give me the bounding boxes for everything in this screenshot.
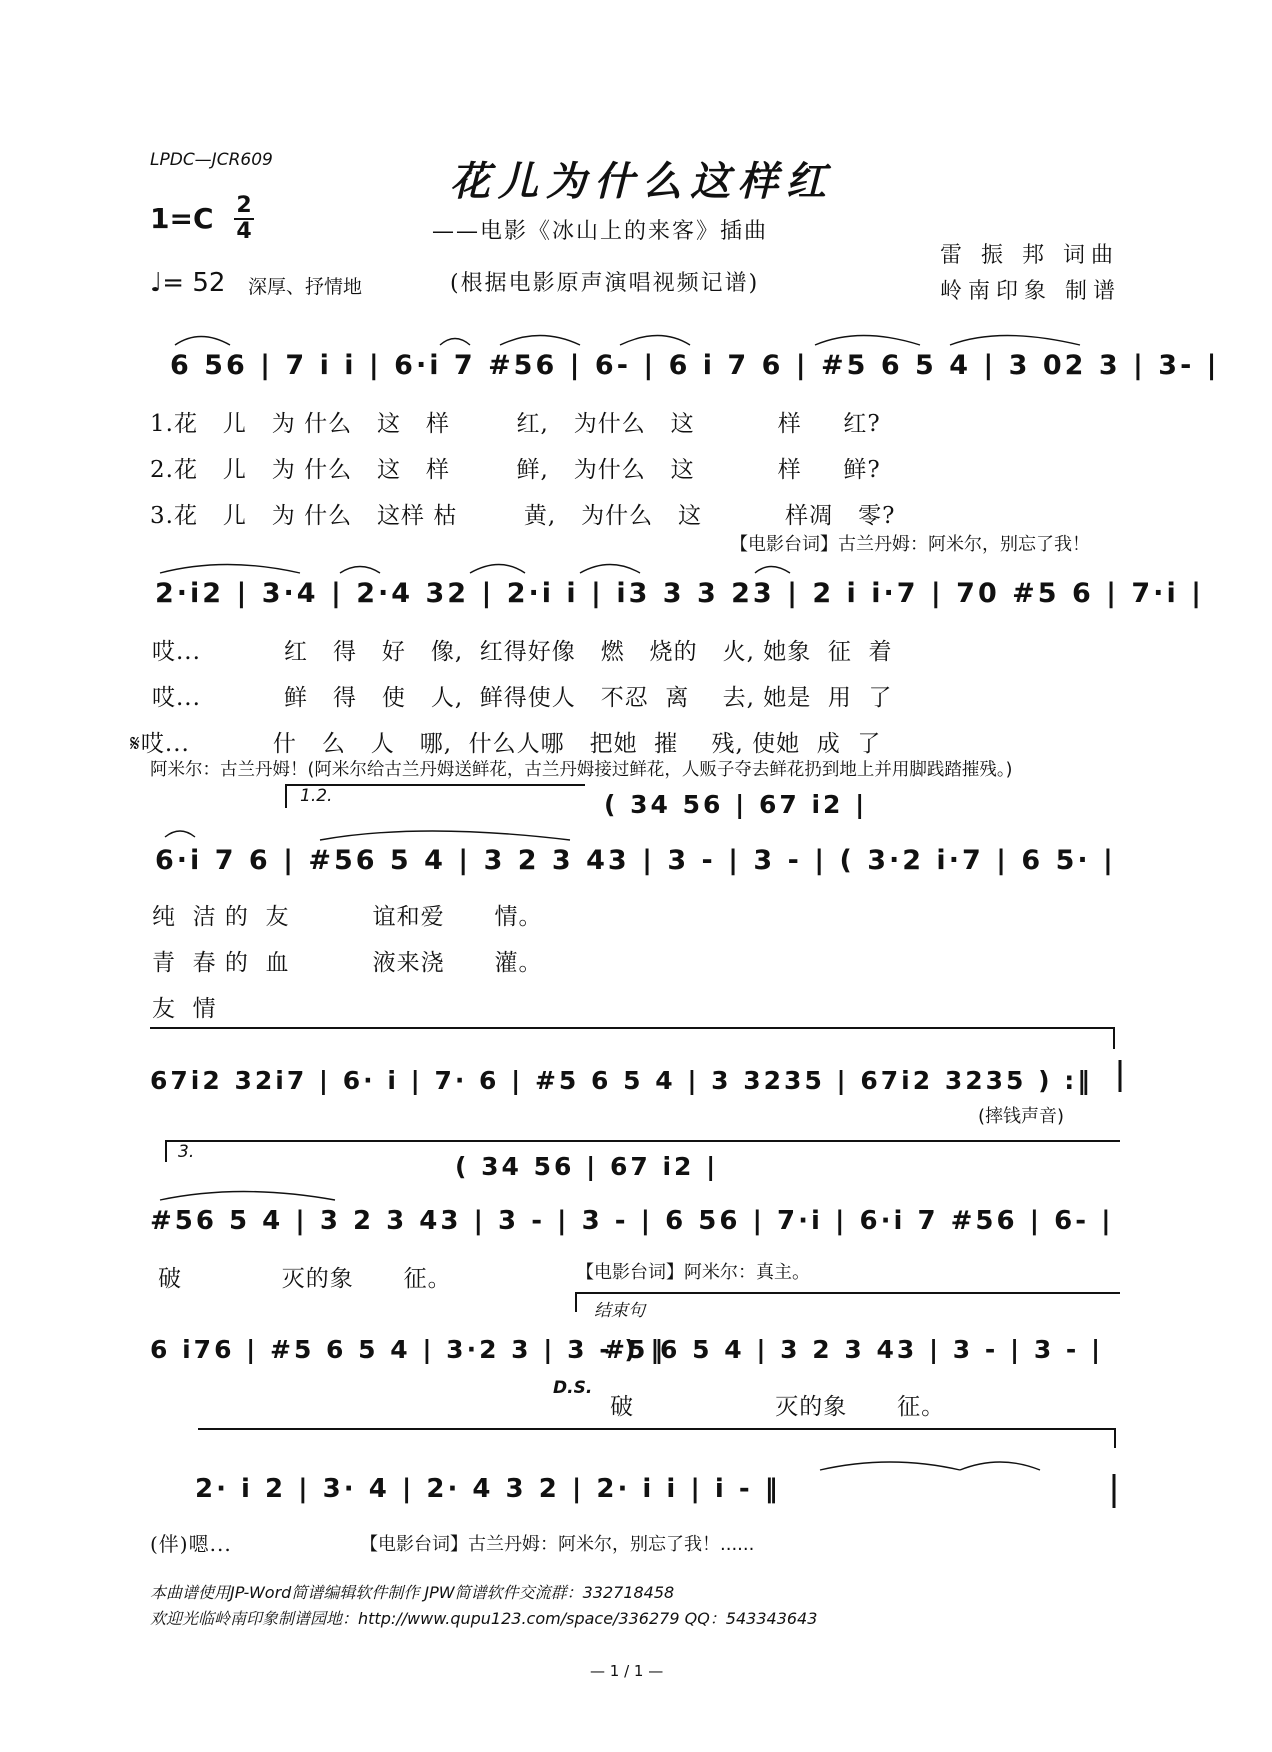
footer-website-note: 欢迎光临岭南印象制谱园地：http://www.qupu123.com/space/336279 QQ：543343643	[150, 1609, 818, 1628]
lyrics-line-1-verse-1: 1.花 儿 为 什么 这 样 红, 为什么 这 样 红?	[150, 411, 881, 437]
page-number: — 1 / 1 —	[590, 1662, 664, 1680]
sound-effect-note: (摔钱声音)	[978, 1106, 1065, 1127]
key-signature: 1=C	[150, 202, 214, 235]
subtitle: ——电影《冰山上的来客》插曲	[432, 219, 769, 244]
volta-label-3: 3.	[178, 1142, 195, 1162]
system-7-top-rule	[198, 1428, 1116, 1430]
film-dialogue-1: 【电影台词】古兰丹姆：阿米尔，别忘了我！	[730, 534, 1090, 555]
transcriber: 岭南印象 制谱	[940, 279, 1121, 304]
notation-line-6-right: #5 6 5 4 | 3 2 3 43 | 3 - | 3 - |	[604, 1335, 1104, 1364]
notation-line-7: 2· i 2 | 3· 4 | 2· 4 3 2 | 2· i i | i - ‖	[195, 1474, 781, 1504]
time-sig-top: 2	[236, 193, 252, 218]
system-7-top-rule-end	[1114, 1428, 1116, 1448]
lyrics-line-3-verse-1: 纯 洁 的 友 谊和爱 情。	[152, 904, 543, 930]
notation-line-4: 67i2 32i7 | 6· i | 7· 6 | #5 6 5 4 | 3 3235 | 67i2 3235 ) :‖	[150, 1066, 1093, 1095]
expression-marking: 深厚、抒情地	[248, 276, 363, 298]
notation-upper-line-3: ( 34 56 | 67 i2 |	[604, 790, 868, 819]
film-dialogue-3: 【电影台词】阿米尔：真主。	[576, 1262, 810, 1283]
score-code: LPDC—JCR609	[150, 150, 273, 170]
notation-line-2: 2·i2 | 3·4 | 2·4 32 | 2·i i | i3 3 3 23 | 2 i i·7 | 70 #5 6 | 7·i |	[155, 578, 1204, 609]
lyrics-line-5: 破 灭的象 征。	[158, 1266, 452, 1292]
volta-label-1-2: 1.2.	[300, 786, 333, 806]
dal-segno-marking: D.S.	[553, 1378, 593, 1398]
notation-upper-line-5: ( 34 56 | 67 i2 |	[455, 1152, 719, 1181]
volta-bracket-3-start	[165, 1140, 167, 1162]
system-4-top-rule-end	[1113, 1027, 1115, 1049]
footer-software-note: 本曲谱使用JP-Word简谱编辑软件制作 JPW简谱软件交流群：332718458	[150, 1583, 675, 1602]
ending-label: 结束句	[594, 1301, 645, 1321]
notation-line-1: 6 56 | 7 i i | 6·i 7 #56 | 6- | 6 i 7 6 | #5 6 5 4 | 3 02 3 | 3- |	[170, 350, 1220, 381]
lyrics-line-3-verse-2: 青 春 的 血 液来浇 灌。	[152, 950, 543, 976]
volta-bracket-1-2-start	[285, 784, 287, 808]
page-title: 花儿为什么这样红	[450, 158, 834, 205]
lyrics-line-2-verse-3: 𝄋哎... 什 么 人 哪, 什么人哪 把她 摧 残, 使她 成 了	[130, 731, 882, 757]
film-dialogue-2: 阿米尔：古兰丹姆！(阿米尔给古兰丹姆送鲜花，古兰丹姆接过鲜花，人贩子夺去鲜花扔到地上并用脚践踏摧残。)	[150, 760, 1013, 780]
time-signature	[234, 193, 254, 244]
time-sig-bottom: 4	[236, 219, 252, 244]
notation-line-6-left: 6 i76 | #5 6 5 4 | 3·2 3 | 3 - ) ‖	[150, 1335, 666, 1364]
coda-rule	[575, 1292, 1120, 1294]
coda-rule-start	[575, 1292, 577, 1312]
lyrics-line-2-verse-2: 哎... 鲜 得 使 人, 鲜得使人 不忍 离 去, 她是 用 了	[152, 685, 893, 711]
composer: 雷 振 邦 词曲	[940, 243, 1119, 268]
notation-line-5: #56 5 4 | 3 2 3 43 | 3 - | 3 - | 6 56 | 7·i | 6·i 7 #56 | 6- |	[150, 1206, 1114, 1236]
notation-line-3: 6·i 7 6 | #56 5 4 | 3 2 3 43 | 3 - | 3 - | ( 3·2 i·7 | 6 5· |	[155, 845, 1116, 876]
source-note: (根据电影原声演唱视频记谱)	[450, 271, 760, 296]
film-dialogue-4: 【电影台词】古兰丹姆：阿米尔，别忘了我！......	[360, 1534, 755, 1555]
lyrics-line-3-verse-3: 友 情	[152, 996, 217, 1022]
volta-bracket-3	[165, 1140, 1120, 1142]
tempo-marking: ♩= 52	[150, 268, 226, 298]
lyrics-line-1-verse-3: 3.花 儿 为 什么 这样 枯 黄, 为什么 这 样凋 零?	[150, 503, 896, 529]
lyrics-line-1-verse-2: 2.花 儿 为 什么 这 样 鲜, 为什么 这 样 鲜?	[150, 457, 881, 483]
lyrics-line-7: (伴)嗯...	[150, 1532, 232, 1556]
lyrics-line-6: 破 灭的象 征。	[610, 1394, 946, 1420]
lyrics-line-2-verse-1: 哎... 红 得 好 像, 红得好像 燃 烧的 火, 她象 征 着	[152, 639, 893, 665]
system-4-top-rule	[150, 1027, 1115, 1029]
